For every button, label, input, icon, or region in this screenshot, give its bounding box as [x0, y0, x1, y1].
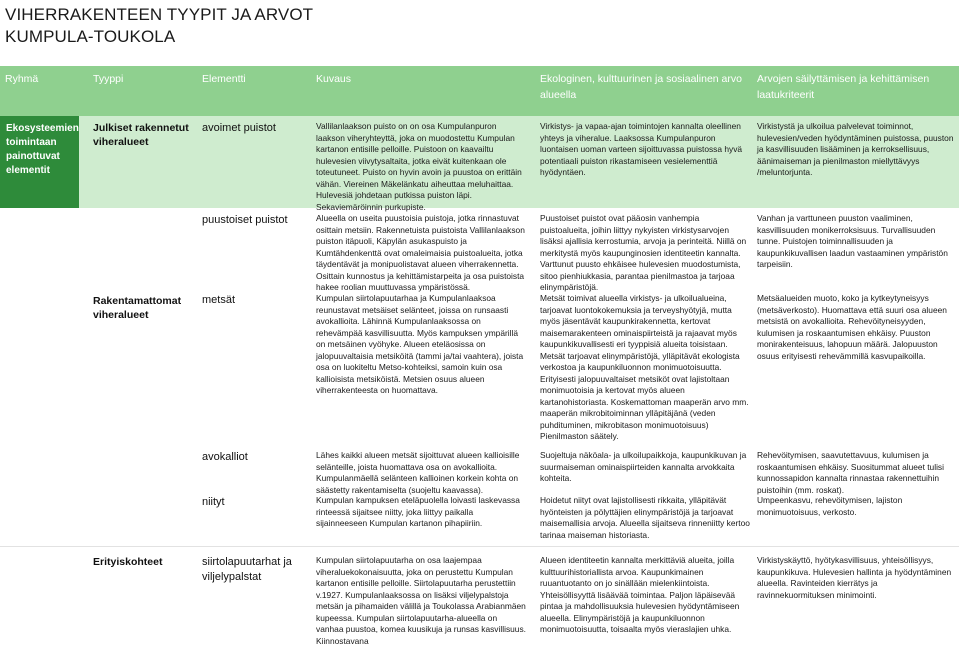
group-erityiskohteet: Erityiskohteet [93, 556, 163, 568]
header-ryhma: Ryhmä [5, 73, 39, 85]
title-line-2: KUMPULA-TOUKOLA [5, 27, 176, 46]
header-ekologinen: Ekologinen, kulttuurinen ja sosiaalinen arvo alueella [540, 73, 742, 101]
header-arvojen: Arvojen säilyttämisen ja kehittämisen laatukriteerit [757, 73, 930, 101]
table-header [0, 66, 959, 116]
kuvaus-siirtola: Kumpulan siirtolapuutarha on osa laajempaa viheraluekokonaisuutta, joka on perustettu Kumpulan kartanon entisille pelloille. Siirtolapuutarha perustettiin v.1927. Kumpulanlaaksossa on lisäksi viljelypalstoja metsän ja pihamaiden välillä ja Toukolassa Arabianmäen kupeessa. Kumpulan siirtolapuutarha-alueella on vanhaa puustoa, komea kuusikuja ja runsas kasvillisuus. Kiinnostavana [316, 555, 526, 646]
header-elementti: Elementti [202, 73, 246, 85]
ecosystem-group-cell [0, 116, 79, 208]
laatu-avokalliot: Rehevöitymisen, saavutettavuus, kulumisen ja roskaantumisen ehkäisy. Suositummat alueet tulisi kunnossapidon kannalta rinnastaa rakennettuihin puistoihin (mm. roskat). [757, 450, 944, 495]
arvo-puustoiset: Puustoiset puistot ovat pääosin vanhempia puistoalueita, joihin liittyy nykyisten virkistysarvojen lisäksi ajallisia kerrostumia, arvoja ja perinteitä. Niillä on merkitystä myös kaupunginosien identiteetin kannalta. Varttunut puusto ehkäisee hulevesien muodostumista, sitoo pienhiukkasia, parantaa pienilmastoa ja tarjoaa elinympäristöjä. [540, 213, 747, 292]
type-siirtola: siirtolapuutarhat ja viljelypalstat [202, 556, 292, 583]
title-line-1: VIHERRAKENTEEN TYYPIT JA ARVOT [5, 5, 314, 24]
type-niityt: niityt [202, 496, 225, 508]
laatu-puustoiset: Vanhan ja varttuneen puuston vaaliminen, kasvillisuuden monikerroksisuus. Turvallisuuden tunne. Puistojen toiminnallisuuden ja kaupunkikuvallisen laadun vastaaminen ympäristön tarpeisiin. [757, 213, 948, 269]
arvo-avokalliot: Suojeltuja näköala- ja ulkoilupaikkoja, kaupunkikuvan ja suurmaiseman ominaispiirteiden kannalta arvokkaita kohteita. [540, 450, 747, 483]
kuvaus-avokalliot: Lähes kaikki alueen metsät sijoittuvat alueen kallioisille selänteille, joista huomattava osa on avokallioita. Kumpulanmäellä selänteen kallioinen korkein kohta on säästetty rakentamiselta (suojeltu kaavassa). [316, 450, 520, 495]
type-avokalliot: avokalliot [202, 451, 248, 463]
laatu-niityt: Umpeenkasvu, rehevöitymisen, lajiston monimuotoisuus, verkosto. [757, 495, 903, 517]
kuvaus-niityt: Kumpulan kampuksen eteläpuolella loivasti laskevassa rinteessä sijaitsee niitty, joka liittyy paikalla sijainneeseen Kumpulan kartanon pihapiiriin. [316, 495, 520, 528]
laatu-siirtola: Virkistyskäyttö, hyötykasvillisuus, yhteisöllisyys, kaupunkikuva. Hulevesien hallinta ja hyödyntäminen alueella. Ravinteiden kierrätys ja ravinnekuormituksen minimointi. [757, 555, 952, 600]
header-tyyppi: Tyyppi [93, 73, 124, 85]
group-rakentamattomat: Rakentamattomat viheralueet [93, 295, 182, 321]
laatu-avoimet: Virkistystä ja ulkoilua palvelevat toiminnot, hulevesien/veden hyödyntäminen puistossa, puuston ja kasvillisuuden lisääminen ja kerroksellisuus, äänimaiseman ja pienilmaston miellyttävyys /meluntorjunta. [757, 121, 954, 177]
arvo-avoimet: Virkistys- ja vapaa-ajan toimintojen kannalta oleellinen yhteys ja viheralue. Laaksossa Kumpulanpuron luontaisen uoman varteen sijoittuvassa puistossa hyvä potentiaali puiston rikastamiseen vesielementtiä hyödyntäen. [540, 121, 743, 177]
row-separator [0, 546, 959, 547]
type-avoimet: avoimet puistot [202, 122, 276, 134]
page-title [5, 4, 313, 48]
group-julkiset: Julkiset rakennetut viheralueet [93, 122, 189, 148]
header-kuvaus: Kuvaus [316, 73, 352, 85]
kuvaus-metsat: Kumpulan siirtolapuutarhaa ja Kumpulanlaaksoa reunustavat metsäiset selänteet, joissa on runsaasti avokallioita. Lähinnä Kumpulanlaaksossa on rehevämpää kasvillisuutta. Myös kampuksen ympärillä on metsäinen vyöhyke. Alueen eteläosissa on jalopuuvaltaisia metsiköitä (tammi ja/tai vaahtera), joista osa on luokiteltu Metso-kohteiksi, samoin kuin osa kallioisista metsiköistä. Metsien osuus alueen viherrakenteesta on huomattava. [316, 293, 524, 395]
type-metsat: metsät [202, 294, 236, 306]
type-puustoiset: puustoiset puistot [202, 214, 288, 226]
kuvaus-avoimet: Vallilanlaakson puisto on on osa Kumpulanpuron laakson viheryhteyttä, joka on muodostettu Kumpulan kartanon entisille pelloille. Puistoon on kaavailtu hulevesien viivytysaltaita, jotka eivät kuitenkaan ole toteutuneet. Puisto on hyvin avoin ja puustoa on erittäin vähän. Viereinen Mäkelänkatu aiheuttaa meluhaittaa. Hulevesiä johdetaan putkissa puiston läpi. Sekaviemäröinnin purkupiste. [316, 121, 522, 212]
arvo-siirtola: Alueen identiteetin kannalta merkittäviä alueita, joilla kulttuurihistoriallista arvoa. Kaupunkimainen ruuantuotanto on jo sinällään mielenkiintoista. Yhteisöllisyyttä lisäävää toimintaa. Paljon läpäisevää pintaa ja mahdollisuuksia hulevesien hyödyntämiseen alueella. Elinympäristöjä ja kaupunkiluonnon monimuotoisuutta, toisaalta myös vieraslajien uhka. [540, 555, 740, 634]
arvo-niityt: Hoidetut niityt ovat lajistollisesti rikkaita, ylläpitävät hyönteisten ja pölyttäjien elinympäristöjä ja tarjoavat maisemallisia arvoja. Alueella sijaitseva rinneniitty kertoo tarinaa maiseman historiasta. [540, 495, 750, 540]
kuvaus-puustoiset: Alueella on useita puustoisia puistoja, jotka rinnastuvat osittain metsiin. Rakennetuista puistoista Vallilanlaakson puiston itäpuoli, Käpylän asukaspuisto ja Kumtähdenkenttä ovat omaleimaisia puistoalueita, jotka täydentävät ja monipuolistavat alueen viherrakennetta. Osittain kunnostus ja kehittämistarpeita ja osa puistoista hakee roolian muuttuvassa ympäristössä. [316, 213, 525, 292]
ecosystem-label: Ekosysteemien toimintaan painottuvat elementit [6, 123, 79, 176]
arvo-metsat: Metsät toimivat alueella virkistys- ja ulkoilualueina, tarjoavat luontokokemuksia ja terveyshyötyjä, mutta myös jäsentävät kaupunkirakennetta, kertovat maisemarakenteen ominaispiirteistä ja rajaavat myös kaupunkikuvallisesti eri tyyppisiä alueita toisistaan. Metsät tarjoavat elinympäristöjä, ylläpitävät ekologista verkostoa ja kaupunkiluonnon monimuotoisuutta. Erityisesti jalopuuvaltaiset metsiköt ovat lajistoltaan monimuotoisia ja kertovat myös alueen kartanohistoriasta. Koskemattoman maaperän arvo mm. maaperän mikrobitoiminnan ylläpitäjänä (veden puhdituminen, mikrobitason monimuotoisuus) Pienilmaston säätely. [540, 293, 749, 441]
laatu-metsat: Metsäalueiden muoto, koko ja kytkeytyneisyys (metsäverkosto). Huomattava että suuri osa alueen metsistä on avokallioita. Rehevöityneisyyden, kulumisen ja roskaantumisen ehkäisy. Puuston monirakenteisuus, lahopuun määrä. Jalopuuston osuus erityisesti rehevämmillä kasvupaikoilla. [757, 293, 947, 361]
